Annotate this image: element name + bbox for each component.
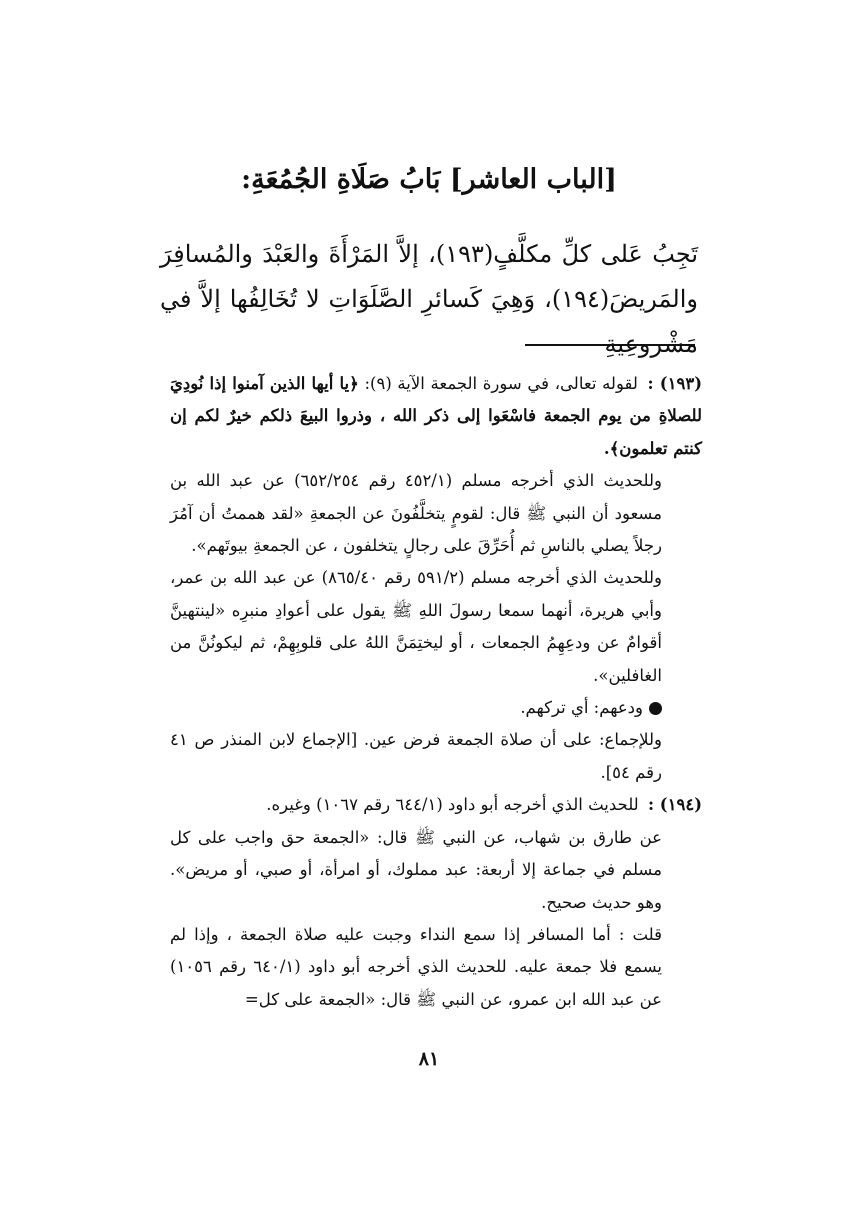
footnote-193-intro — [170, 368, 702, 465]
main-text — [160, 232, 698, 367]
footnote-193-gloss-text: ودعهم: أي تركهم. — [520, 698, 643, 718]
footnote-193-ijma: وللإجماع: على أن صلاة الجمعة فرض عين. [الإجماع لابن المنذر ص ٤١ رقم ٥٤]. — [170, 730, 662, 782]
footnote-194-note: قلت : أما المسافر إذا سمع النداء وجبت عليه صلاة الجمعة ، وإذا لم يسمع فلا جمعة عليه. للحديث الذي أخرجه أبو داود (٦٤٠/١ رقم ١٠٥٦) عن عبد الله ابن عمرو، عن النبي ﷺ قال: «الجمعة على كل= — [170, 924, 662, 1009]
main-text-line-1: تَجِبُ عَلى كلِّ مكلَّفٍ(١٩٣)، إلاَّ المَرْأَةَ والعَبْدَ والمُسافِرَ — [160, 240, 698, 268]
footnote-193-hadith-1: وللحديث الذي أخرجه مسلم (٤٥٢/١ رقم ٦٥٢/٢٥٤) عن عبد الله بن مسعود أن النبي ﷺ قال: لقومٍ يتخلَّفُونَ عن الجمعةِ «لقد هممتُ أن آمُرَ رجلاً يصلي بالناسِ ثم أُحَرِّقَ على رجالٍ يتخلفون ، عن الجمعةِ بيوتَهم». — [170, 471, 663, 556]
footnote-193-hadith-2: وللحديث الذي أخرجه مسلم (٥٩١/٢ رقم ٨٦٥/٤٠) عن عبد الله بن عمر، وأبي هريرة، أنهما سمعا رسولَ اللهِ ﷺ يقول على أعوادِ منبرِه «لينتهينَّ أقوامٌ عن ودعِهِمُ الجمعات ، أو ليختِمَنَّ اللهُ على قلوبِهِمْ، ثم ليكونُنَّ من الغافلين». — [170, 568, 662, 685]
footnote-194-marker: (١٩٤) : — [647, 795, 702, 815]
page-number: ٨١ — [418, 1048, 440, 1070]
footnotes — [170, 368, 702, 1016]
footnote-193-intro-text: لقوله تعالى، في سورة الجمعة الآية (٩): — [364, 374, 638, 393]
footnote-separator — [525, 344, 695, 346]
main-text-line-2: والمَريضَ(١٩٤)، وَهِيَ كَسائرِ الصَّلَوَاتِ لا تُخَالِفُها إلاَّ في مَشْروعِيةِ — [160, 285, 698, 358]
chapter-title: [الباب العاشر] بَابُ صَلَاةِ الجُمُعَةِ: — [241, 164, 617, 195]
footnote-193-gloss — [170, 692, 702, 724]
footnote-193-quran-verse: ﴿يا أيها الذين آمنوا إذا نُودِيَ للصلاةِ من يوم الجمعة فاسْعَوا إلى ذكر الله ، وذروا البيعَ ذلكم خيرٌ لكم إن كنتم تعلمون﴾. — [170, 374, 702, 458]
footnote-194-intro — [170, 789, 702, 821]
bullet-icon — [649, 702, 662, 715]
footnote-194-hadith-1: عن طارق بن شهاب، عن النبي ﷺ قال: «الجمعة حق واجب على كل مسلم في جماعة إلا أربعة: عبد مملوك، أو امرأة، أو صبي، أو مريض». وهو حديث صحيح. — [170, 827, 662, 912]
footnote-193-marker: (١٩٣) : — [647, 374, 702, 393]
footnote-194-intro-text: للحديث الذي أخرجه أبو داود (٦٤٤/١ رقم ١٠٦٧) وغيره. — [266, 795, 639, 815]
